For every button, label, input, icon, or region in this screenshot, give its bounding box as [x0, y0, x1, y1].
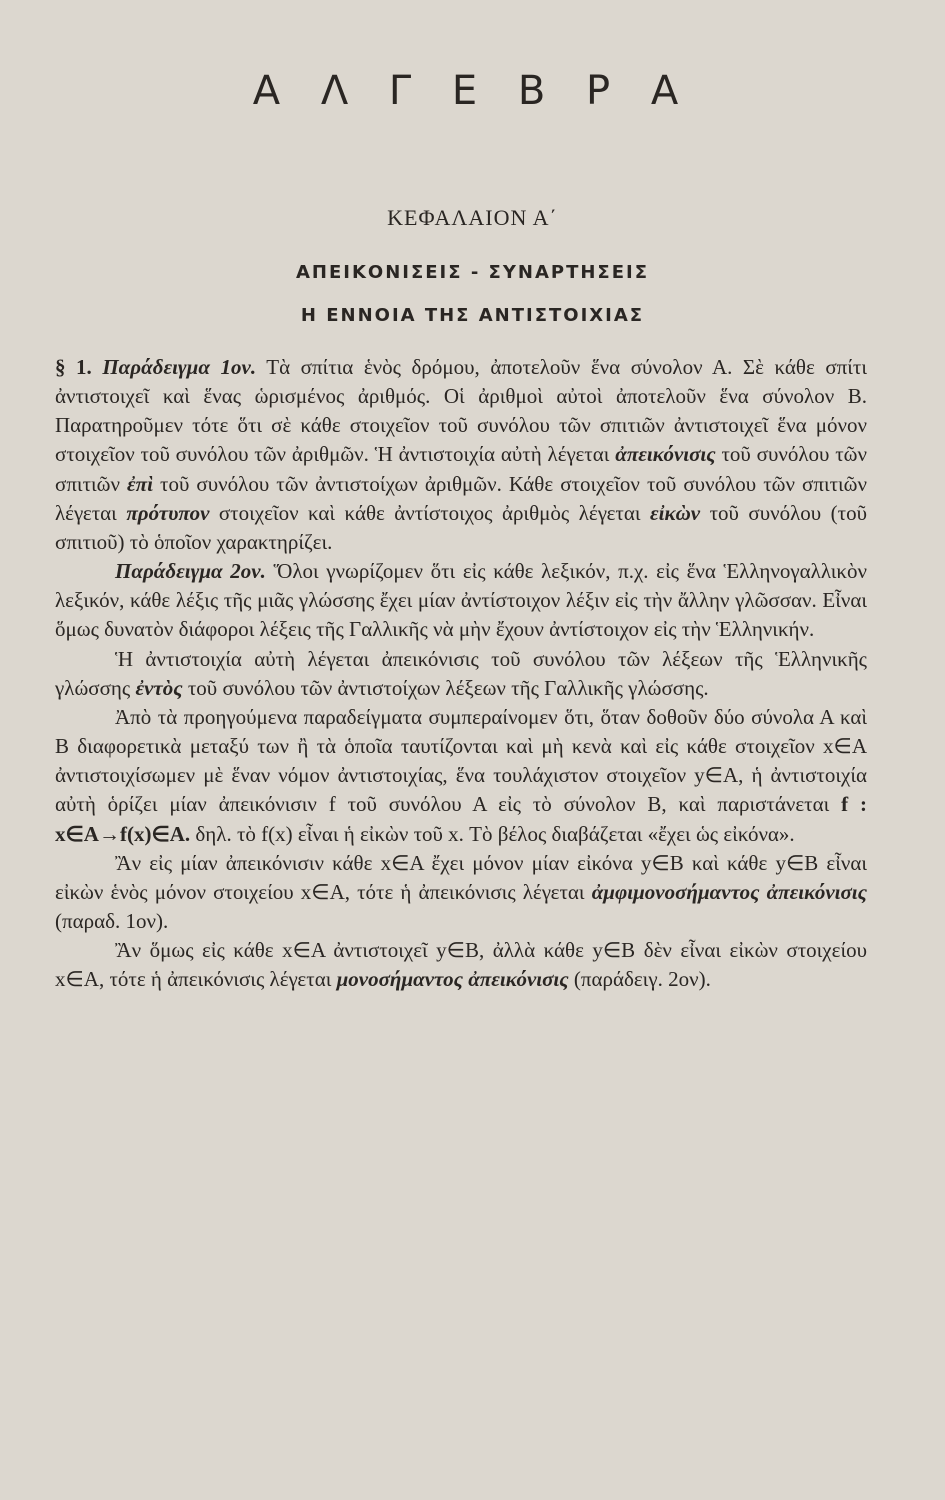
paragraph — [55, 645, 867, 703]
text-run: στοιχεῖον καὶ κάθε ἀντίστοιχος ἀριθμὸς λέγεται — [209, 500, 650, 525]
text-run: τοῦ συνόλου τῶν ἀντιστοίχων ἀριθμῶν. Κάθε στοιχεῖον τοῦ συνόλου τῶν σπιτιῶν λέγεται — [55, 471, 867, 525]
paragraph — [55, 936, 867, 994]
emphasis-text: f : x∈A→f(x)∈A. — [55, 792, 867, 846]
paragraph — [55, 557, 867, 644]
paragraph — [55, 353, 867, 557]
text-run: Ὅλοι γνωρίζομεν ὅτι εἰς κάθε λεξικόν, π.χ. εἰς ἕνα Ἑλληνογαλλικὸν λεξικόν, κάθε λέξις τῆς μιᾶς γλώσσης ἔχει μίαν ἀντίστοιχον λέξιν εἰς τὴν ἄλλην γλῶσσαν. Εἶναι ὅμως δυνατὸν διάφοροι λέξεις τῆς Γαλλικῆς νὰ μὴν ἔχουν ἀντίστοιχον εἰς τὴν Ἑλληνικήν. — [55, 559, 867, 642]
text-run: δηλ. τὸ f(x) εἶναι ἡ εἰκὼν τοῦ x. Τὸ βέλος διαβάζεται «ἔχει ὡς εἰκόνα». — [190, 821, 795, 846]
text-run: (παραδ. 1ον). — [55, 908, 169, 933]
section-subtitle-2: Η ΕΝΝΟΙΑ ΤΗΣ ΑΝΤΙΣΤΟΙΧΙΑΣ — [300, 305, 645, 326]
text-run: Τὰ σπίτια ἑνὸς δρόμου, ἀποτελοῦν ἕνα σύνολον Α. Σὲ κάθε σπίτι ἀντιστοιχεῖ καὶ ἕνας ὡρισμένος ἀριθμός. Οἱ ἀριθμοὶ αὐτοὶ ἀποτελοῦν ἕνα σύνολον Β. Παρατηροῦμεν τότε ὅτι σὲ κάθε στοιχεῖον τοῦ συνόλου τῶν σπιτιῶν ἀντιστοιχεῖ ἕνα μόνον στοιχεῖον τοῦ συνόλου τῶν ἀριθμῶν. Ἡ ἀντιστοιχία αὐτὴ λέγεται — [55, 355, 868, 467]
emphasis-text: ἐπὶ — [127, 471, 153, 496]
text-run: Ἂν ὅμως εἰς κάθε x∈A ἀντιστοιχεῖ y∈B, ἀλλὰ κάθε y∈B δὲν εἶναι εἰκὼν στοιχείου x∈A, τότε ἡ ἀπεικόνισις λέγεται — [55, 938, 867, 992]
paragraph — [55, 849, 867, 936]
book-title: Α Λ Γ Ε Β Ρ Α — [252, 68, 693, 114]
emphasis-text: ἐντὸς — [135, 675, 183, 700]
text-run: Ἂν εἰς μίαν ἀπεικόνισιν κάθε x∈A ἔχει μόνον μίαν εἰκόνα y∈B καὶ κάθε y∈B εἶναι εἰκὼν ἑνὸς μόνον στοιχείου x∈A, τότε ἡ ἀπεικόνισις λέγεται — [55, 850, 867, 904]
emphasis-text: πρότυπον — [126, 500, 210, 525]
text-run: Ἀπὸ τὰ προηγούμενα παραδείγματα συμπεραίνομεν ὅτι, ὅταν δοθοῦν δύο σύνολα Α καὶ Β διαφορετικὰ μεταξύ των ἢ τὰ ὁποῖα ταυτίζονται καὶ μὴ κενὰ καὶ εἰς κάθε στοιχεῖον x∈A ἀντιστοιχίσωμεν μὲ ἕναν νόμον ἀντιστοιχίας, ἕνα τουλάχιστον στοιχεῖον y∈A, ἡ ἀντιστοιχία αὐτὴ ὁρίζει μίαν ἀπεικόνισιν f τοῦ συνόλου Α εἰς τὸ σύνολον Β, καὶ παριστάνεται — [55, 704, 867, 817]
emphasis-text: § 1. — [55, 355, 103, 379]
text-run: τοῦ συνόλου (τοῦ σπιτιοῦ) τὸ ὁποῖον χαρακτηρίζει. — [55, 500, 867, 554]
emphasis-text: ἀπεικόνισις — [615, 442, 716, 467]
section-subtitle-1: ΑΠΕΙΚΟΝΙΣΕΙΣ - ΣΥΝΑΡΤΗΣΕΙΣ — [295, 262, 650, 283]
text-run: τοῦ συνόλου τῶν ἀντιστοίχων λέξεων τῆς Γαλλικῆς γλώσσης. — [182, 675, 709, 700]
emphasis-text: Παράδειγμα 1ον. — [102, 355, 257, 379]
paragraph — [55, 703, 867, 849]
text-run: (παράδειγ. 2ον). — [568, 967, 711, 992]
text-run: τοῦ συνόλου τῶν σπιτιῶν — [55, 442, 868, 496]
body-text — [55, 353, 867, 994]
emphasis-text: Παράδειγμα 2ον. — [115, 559, 266, 584]
emphasis-text: μονοσήμαντος ἀπεικόνισις — [336, 967, 569, 992]
text-run: Ἡ ἀντιστοιχία αὐτὴ λέγεται ἀπεικόνισις τοῦ συνόλου τῶν λέξεων τῆς Ἑλληνικῆς γλώσσης — [55, 646, 867, 700]
emphasis-text: ἀμφιμονοσήμαντος ἀπεικόνισις — [591, 879, 867, 904]
emphasis-text: εἰκὼν — [650, 500, 701, 525]
chapter-heading: ΚΕΦΑΛΑΙΟΝ Α΄ — [387, 205, 558, 230]
